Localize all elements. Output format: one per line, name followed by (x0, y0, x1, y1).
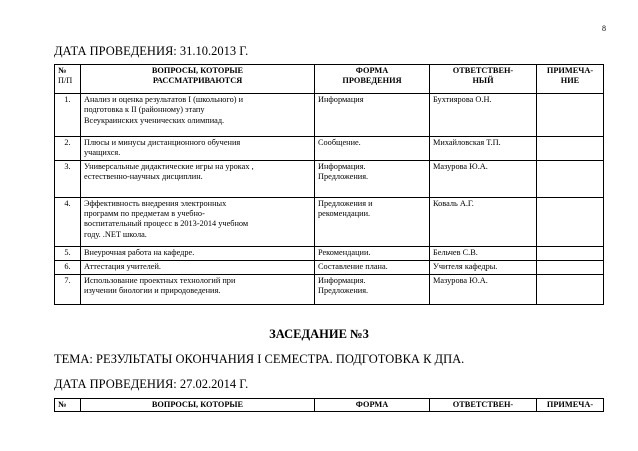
cell-line: Мазурова Ю.А. (433, 275, 488, 285)
table-row (55, 94, 604, 137)
col-note-header (537, 65, 604, 94)
table-row (55, 160, 604, 197)
row-responsible (430, 197, 537, 246)
row-form (315, 246, 430, 260)
row-form (315, 197, 430, 246)
cell-line: Анализ и оценка результатов I (школьного) и (84, 95, 244, 104)
col-responsible-header: ОТВЕТСТВЕН- (430, 399, 537, 412)
header-line: РАССМАТРИВАЮТСЯ (152, 76, 243, 86)
row-number: 4. (55, 197, 81, 246)
meeting-topic: ТЕМА: РЕЗУЛЬТАТЫ ОКОНЧАНИЯ I СЕМЕСТРА. ПОДГОТОВКА К ДПА. (54, 352, 465, 366)
row-note (537, 260, 604, 274)
table-row (55, 137, 604, 161)
row-form (315, 260, 430, 274)
header-line: ФОРМА (355, 66, 389, 75)
row-number: 5. (55, 246, 81, 260)
row-question (81, 137, 315, 161)
row-question (81, 246, 315, 260)
col-form-header: ФОРМА (315, 399, 430, 412)
row-form (315, 160, 430, 197)
cell-line: Универсальные дидактические игры на уроках , (84, 161, 254, 171)
cell-line: подготовка к II (районному) этапу (84, 105, 205, 115)
row-form (315, 137, 430, 161)
cell-line: Мазурова Ю.А. (433, 161, 488, 171)
col-questions-header: ВОПРОСЫ, КОТОРЫЕ (81, 399, 315, 412)
meeting-heading: ЗАСЕДАНИЕ №3 (269, 327, 369, 341)
cell-line: Использование проектных технологий при (84, 275, 236, 285)
row-question (81, 160, 315, 197)
header-line: ВОПРОСЫ, КОТОРЫЕ (151, 66, 244, 75)
row-form (315, 274, 430, 304)
col-form-header (315, 65, 430, 94)
cell-line: рекомендации. (318, 209, 371, 219)
cell-line: Всеукраинских ученических олимпиад. (84, 115, 225, 125)
header-line: ОТВЕТСТВЕН- (452, 66, 514, 75)
agenda-table-2 (54, 398, 604, 412)
cell-line: Информация. (318, 161, 366, 171)
cell-line: Эффективность внедрения электронных (84, 198, 227, 208)
cell-line: Информация. (318, 275, 366, 285)
row-note (537, 94, 604, 137)
row-question (81, 274, 315, 304)
cell-line: Информация (318, 95, 364, 104)
header-line: П/П (58, 76, 73, 86)
table-header-row (55, 65, 604, 94)
row-number: 3. (55, 160, 81, 197)
cell-line: Рекомендации. (318, 247, 371, 257)
row-responsible (430, 137, 537, 161)
table-row (55, 274, 604, 304)
cell-line: воспитательный процесс в 2013-2014 учебном (84, 219, 249, 229)
row-responsible (430, 94, 537, 137)
meeting-date-2: ДАТА ПРОВЕДЕНИЯ: 27.02.2014 Г. (54, 377, 249, 391)
row-responsible (430, 246, 537, 260)
cell-line: Составление плана. (318, 261, 388, 271)
cell-line: Предложения. (318, 172, 369, 182)
row-number: 6. (55, 260, 81, 274)
header-line: ПРИМЕЧА- (546, 66, 594, 75)
header-line: № (58, 66, 67, 75)
col-responsible-header (430, 65, 537, 94)
row-form (315, 94, 430, 137)
cell-line: учащихся. (84, 148, 121, 158)
table-row (55, 246, 604, 260)
row-responsible (430, 160, 537, 197)
row-question (81, 94, 315, 137)
row-note (537, 197, 604, 246)
meeting-date: ДАТА ПРОВЕДЕНИЯ: 31.10.2013 Г. (54, 44, 249, 58)
cell-line: Плюсы и минусы дистанционного обучения (84, 138, 241, 147)
col-note-header: ПРИМЕЧА- (537, 399, 604, 412)
cell-line: Сообщение. (318, 138, 361, 147)
cell-line: Коваль А.Г. (433, 198, 474, 208)
row-responsible (430, 274, 537, 304)
row-number: 7. (55, 274, 81, 304)
row-note (537, 246, 604, 260)
col-number-header (55, 65, 81, 94)
table-row (55, 260, 604, 274)
row-number: 2. (55, 137, 81, 161)
cell-line: естественно-научных дисциплин. (84, 172, 203, 182)
col-questions-header (81, 65, 315, 94)
cell-line: программ по предметам в учебно- (84, 209, 205, 219)
agenda-body (55, 94, 604, 305)
page-number: 8 (602, 24, 606, 33)
header-line: ПРОВЕДЕНИЯ (342, 76, 402, 86)
cell-line: году. .NET школа. (84, 229, 147, 239)
cell-line: Аттестация учителей. (84, 261, 161, 271)
row-number: 1. (55, 94, 81, 137)
row-note (537, 137, 604, 161)
agenda-table (54, 64, 604, 305)
table-header-row (55, 399, 604, 412)
row-question (81, 197, 315, 246)
cell-line: Внеурочная работа на кафедре. (84, 247, 195, 257)
cell-line: Бельчев С.В. (433, 247, 478, 257)
cell-line: Учителя кафедры. (433, 261, 498, 271)
cell-line: Михайловская Т.П. (433, 138, 501, 147)
col-number-header: № (55, 399, 81, 412)
row-note (537, 160, 604, 197)
header-line: НЫЙ (472, 76, 494, 86)
header-line: НИЕ (560, 76, 580, 86)
cell-line: Предложения и (318, 198, 373, 208)
row-note (537, 274, 604, 304)
cell-line: изучении биологии и природоведения. (84, 286, 221, 296)
table-row (55, 197, 604, 246)
row-responsible (430, 260, 537, 274)
cell-line: Предложения. (318, 286, 369, 296)
cell-line: Бухтиярова О.Н. (433, 95, 492, 104)
row-question (81, 260, 315, 274)
